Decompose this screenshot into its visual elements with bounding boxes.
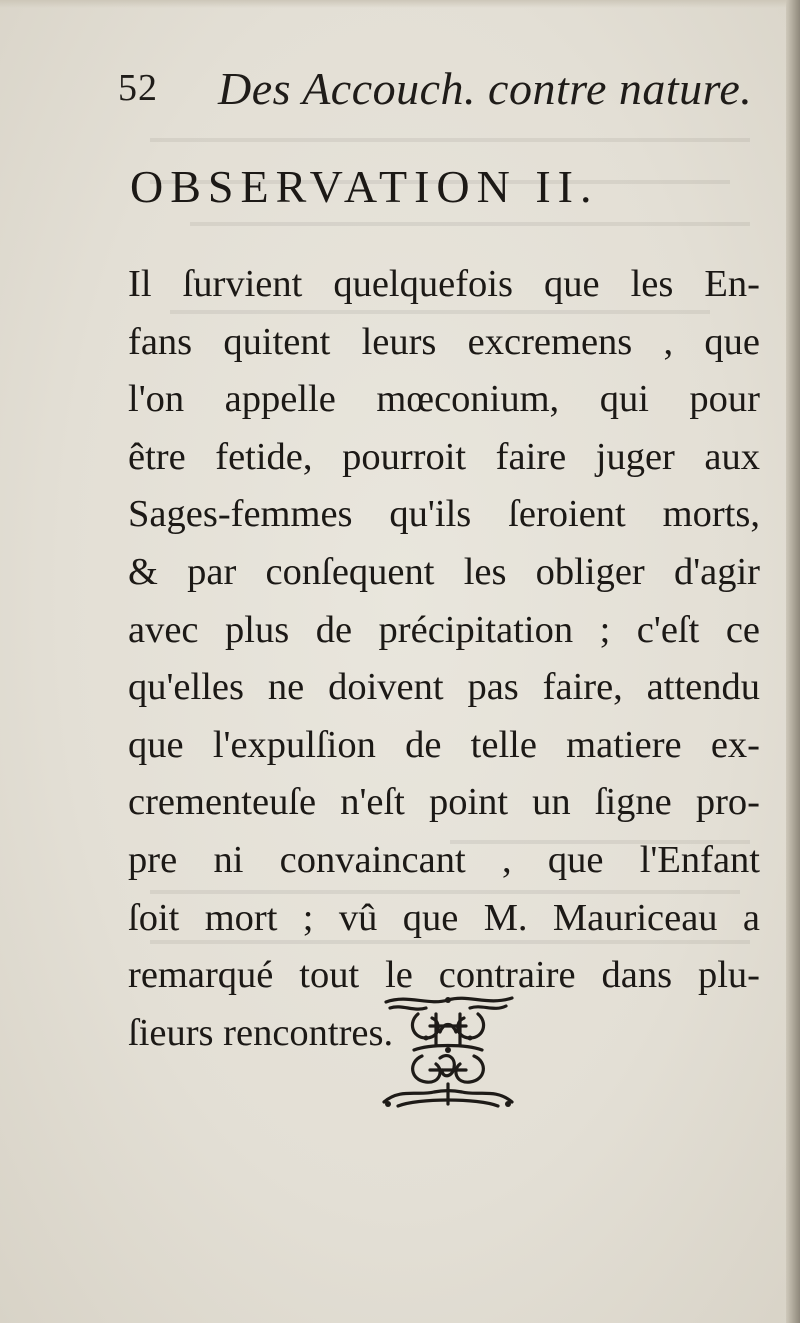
text-line: avec plus de précipitation ; c'eſt ce xyxy=(128,608,760,651)
text-line: être fetide, pourroit faire juger aux xyxy=(128,435,760,478)
text-line: Sages-femmes qu'ils ſeroient morts, xyxy=(128,493,760,536)
text-line: Il ſurvient quelquefois que les En- xyxy=(128,263,760,305)
running-head xyxy=(118,62,758,122)
text-line: fans quitent leurs excremens , que xyxy=(128,320,760,363)
text-line: pre ni convaincant , que l'Enfant xyxy=(128,838,760,881)
section-heading: OBSERVATION II. xyxy=(130,161,599,212)
text-line: remarqué tout le contraire dans plu- xyxy=(128,954,760,997)
body-paragraph xyxy=(128,256,760,1062)
text-line: ſoit mort ; vû que M. Mauriceau a xyxy=(128,896,760,939)
running-title: Des Accouch. contre nature. xyxy=(218,63,753,114)
text-line: qu'elles ne doivent pas faire, attendu xyxy=(128,666,760,709)
tail-piece-ornament-icon xyxy=(378,992,518,1112)
text-line: ſieurs rencontres. xyxy=(128,1011,394,1054)
text-line: l'on appelle mœconium, qui pour xyxy=(128,378,760,421)
text-line: & par conſequent les obliger d'agir xyxy=(128,550,760,593)
text-line: crementeuſe n'eſt point un ſigne pro- xyxy=(128,781,760,824)
text-line: que l'expulſion de telle matiere ex- xyxy=(128,723,760,766)
page-gutter-edge xyxy=(786,0,800,1323)
page-top-edge xyxy=(0,0,800,8)
page-number: 52 xyxy=(118,67,158,109)
